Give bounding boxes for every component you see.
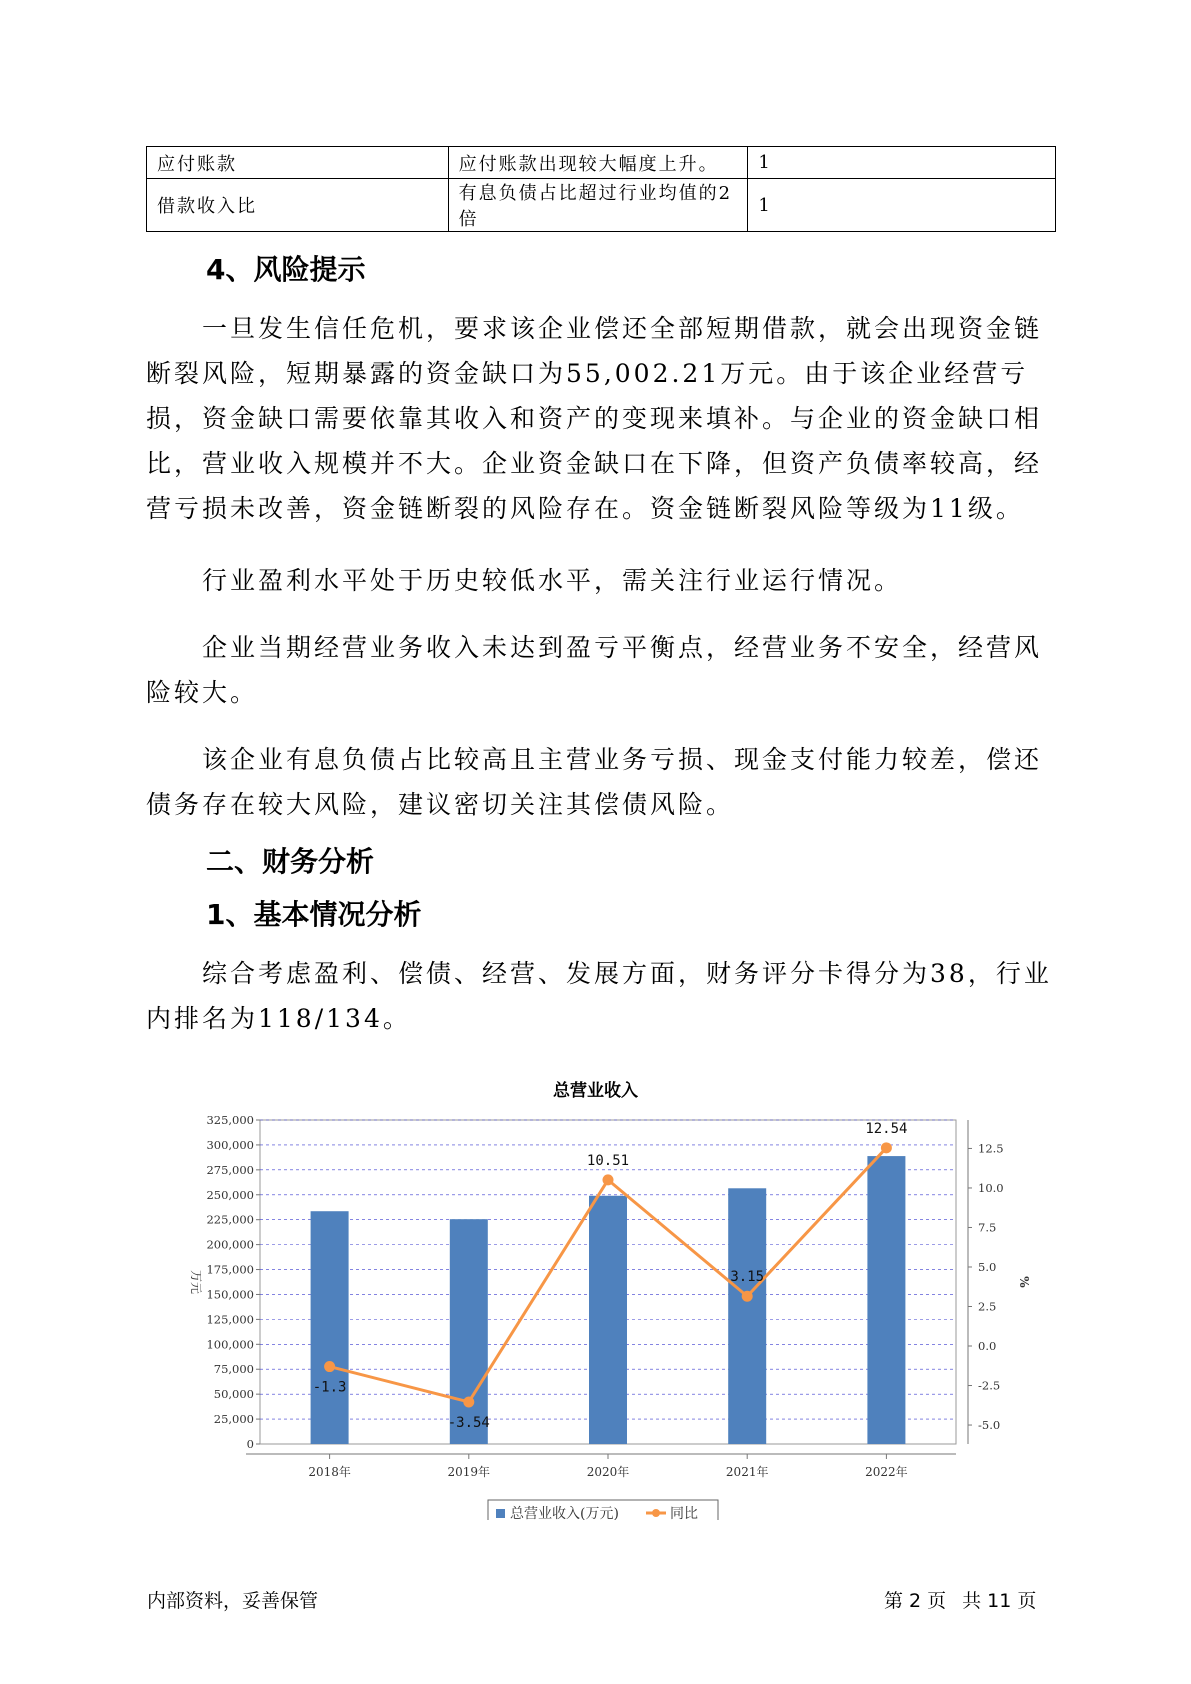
x-tick-label: 2022年: [865, 1465, 908, 1479]
revenue-bar: [447, 1219, 490, 1444]
table-cell: 借款收入比: [147, 179, 449, 232]
y-tick-label: 300,000: [206, 1137, 254, 1152]
total-prefix: 共: [962, 1590, 982, 1612]
y2-tick-label: 2.5: [978, 1299, 997, 1314]
table-cell: 应付账款: [147, 147, 449, 179]
footer-note: 内部资料，妥善保管: [147, 1590, 319, 1612]
basic-paragraph: 综合考虑盈利、偿债、经营、发展方面，财务评分卡得分为38，行业内排名为118/134。: [146, 959, 1052, 1033]
yoy-data-label: 12.54: [865, 1120, 908, 1137]
y-tick-label: 325,000: [206, 1113, 254, 1127]
legend-bar-swatch: [496, 1509, 505, 1518]
yoy-point: [603, 1174, 614, 1185]
y-tick-label: 100,000: [206, 1337, 254, 1352]
y2-axis-label: %: [1017, 1276, 1031, 1288]
legend-bar-label: 总营业收入(万元): [510, 1506, 619, 1520]
y-tick-label: 200,000: [206, 1237, 254, 1252]
total-suffix: 页: [1017, 1590, 1037, 1612]
risk-paragraph-4: 该企业有息负债占比较高且主营业务亏损、现金支付能力较差，偿还债务存在较大风险，建议密切关注其偿债风险。: [146, 745, 1043, 819]
y-tick-label: 150,000: [206, 1287, 254, 1302]
x-tick-label: 2021年: [725, 1465, 769, 1479]
y-tick-label: 125,000: [206, 1312, 254, 1327]
page-mid: 页: [927, 1590, 947, 1612]
table-row: [147, 147, 1056, 179]
risk-paragraph-1: 一旦发生信任危机，要求该企业偿还全部短期借款，就会出现资金链断裂风险，短期暴露的资金缺口为55,002.21万元。由于该企业经营亏损，资金缺口需要依靠其收入和资产的变现来填补。与企业的资金缺口相比，营业收入规模并不大。企业资金缺口在下降，但资产负债率较高，经营亏损未改善，资金链断裂的风险存在。资金链断裂风险等级为11级。: [146, 314, 1043, 523]
indicator-table: [146, 146, 1056, 232]
y2-tick-label: -2.5: [978, 1378, 1001, 1393]
y2-tick-label: 0.0: [978, 1339, 997, 1354]
table-cell: 应付账款出现较大幅度上升。: [448, 147, 748, 179]
revenue-bar: [728, 1188, 766, 1444]
basic-heading: 1、基本情况分析: [206, 898, 422, 931]
table-row: [147, 179, 1056, 232]
page-prefix: 第: [884, 1590, 904, 1612]
yoy-data-label: 3.15: [730, 1269, 765, 1286]
yoy-data-label: -1.3: [312, 1379, 347, 1396]
table-cell: 有息负债占比超过行业均值的2倍: [448, 179, 748, 232]
y-tick-label: 50,000: [213, 1387, 254, 1402]
legend-line-marker: [652, 1509, 660, 1517]
risk-heading: 4、风险提示: [206, 253, 366, 286]
x-tick-label: 2018年: [308, 1465, 351, 1479]
yoy-data-label: 10.51: [586, 1152, 630, 1169]
chart-title: 总营业收入: [553, 1081, 638, 1101]
y-tick-label: 0: [246, 1437, 254, 1451]
y2-tick-label: -5.0: [978, 1418, 1001, 1433]
y2-tick-label: 7.5: [978, 1220, 997, 1235]
y-tick-label: 25,000: [213, 1412, 254, 1427]
yoy-point: [881, 1142, 892, 1153]
y-tick-label: 175,000: [206, 1262, 254, 1277]
y2-tick-label: 10.0: [978, 1180, 1004, 1195]
revenue-bar: [589, 1196, 627, 1444]
y-tick-label: 225,000: [206, 1212, 254, 1227]
yoy-data-label: -3.54: [447, 1414, 490, 1431]
page-num: 2: [909, 1590, 922, 1612]
legend-line-label: 同比: [670, 1506, 698, 1520]
page-number: [884, 1586, 1042, 1613]
table-cell: 1: [748, 179, 1056, 232]
yoy-point: [324, 1361, 335, 1372]
finance-heading: 二、财务分析: [206, 845, 375, 878]
revenue-bar: [867, 1156, 905, 1444]
y-tick-label: 275,000: [206, 1162, 254, 1177]
yoy-point: [742, 1291, 753, 1302]
y2-tick-label: 12.5: [978, 1141, 1004, 1156]
risk-paragraph-2: 行业盈利水平处于历史较低水平，需关注行业运行情况。: [202, 566, 903, 595]
x-tick-label: 2020年: [586, 1465, 630, 1479]
x-tick-label: 2019年: [447, 1465, 491, 1479]
y-axis-label: 万元: [189, 1269, 203, 1295]
y-tick-label: 250,000: [206, 1187, 254, 1202]
revenue-bar: [311, 1211, 349, 1444]
revenue-chart: [170, 1100, 1050, 1520]
total-num: 11: [987, 1590, 1012, 1612]
y-tick-label: 75,000: [213, 1362, 254, 1377]
table-cell: 1: [748, 147, 1056, 179]
y2-tick-label: 5.0: [978, 1259, 997, 1274]
risk-paragraph-3: 企业当期经营业务收入未达到盈亏平衡点，经营业务不安全，经营风险较大。: [146, 633, 1043, 707]
yoy-point: [463, 1396, 474, 1407]
